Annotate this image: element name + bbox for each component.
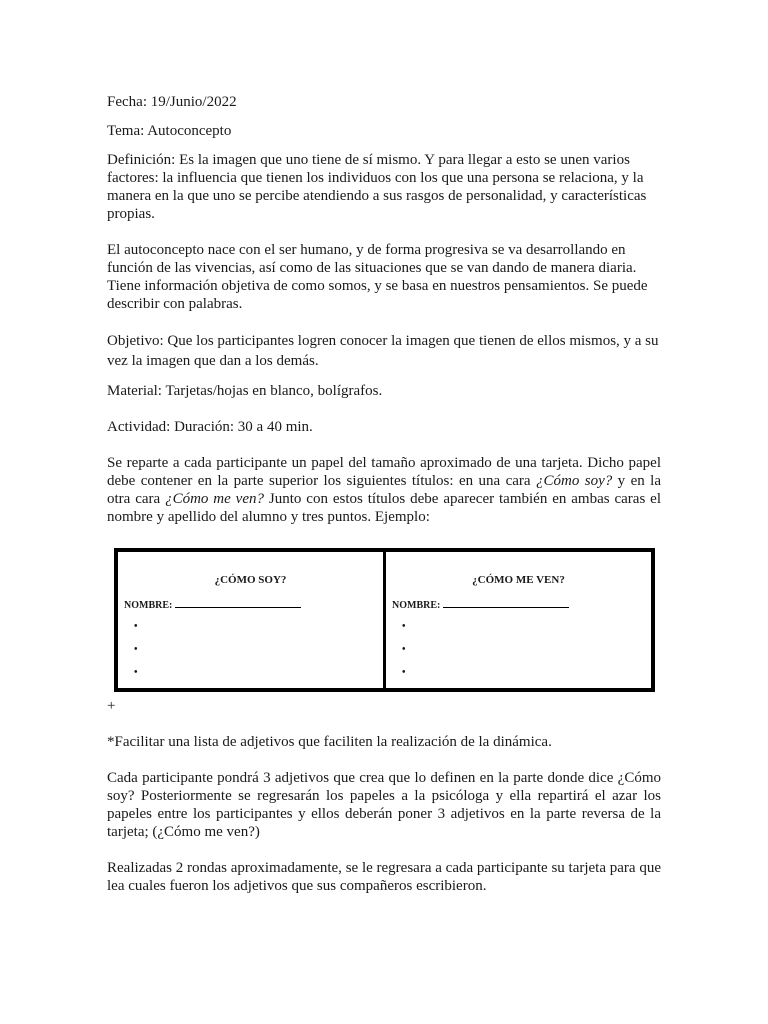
reparte-text-c: Junto con estos títulos debe aparecer también en ambas caras el nombre y apellido del alumno y tres puntos. Ejemplo:	[107, 491, 661, 525]
card-right-title: ¿CÓMO ME VEN?	[472, 574, 565, 586]
card-right-bullet: •	[402, 621, 406, 632]
material-line: Material: Tarjetas/hojas en blanco, bolígrafos.	[107, 383, 383, 399]
autoconcepto-paragraph: El autoconcepto nace con el ser humano, y de forma progresiva se va desarrollando en función de las vivencias, así como de las situaciones que se van dando de manera diaria. Tiene información objetiva de como somos, y se basa en nuestros pensamientos. Se puede describir con palabras.	[107, 242, 648, 312]
realizadas-paragraph: Realizadas 2 rondas aproximadamente, se le regresara a cada participante su tarjeta para que lea cuales fueron los adjetivos que sus compañeros escribieron.	[107, 860, 661, 894]
cada-paragraph: Cada participante pondrá 3 adjetivos que crea que lo definen en la parte donde dice ¿Cómo soy? Posteriormente se regresarán los papeles a la psicóloga y ella repartirá el azar los papeles entre los participantes y ellos deberán poner 3 adjetivos en la parte reversa de la tarjeta; (¿Cómo me ven?)	[107, 770, 661, 840]
tema-line: Tema: Autoconcepto	[107, 123, 232, 139]
card-right-bullet: •	[402, 644, 406, 655]
card-left-bullet: •	[134, 621, 138, 632]
fecha-line: Fecha: 19/Junio/2022	[107, 94, 237, 110]
definicion-paragraph: Definición: Es la imagen que uno tiene de sí mismo. Y para llegar a esto se unen varios factores: la influencia que tienen los individuos con los que una persona se relaciona, y la manera en la que uno se percibe atendiendo a sus rasgos de personalidad, y características propias.	[107, 152, 647, 222]
card-left-name-label: NOMBRE:	[124, 600, 173, 611]
reparte-text-a: Se reparte a cada participante un papel del tamaño aproximado de una tarjeta. Dicho papel debe contener en la parte superior los siguientes títulos: en una cara	[107, 455, 661, 489]
card-right-face	[383, 552, 651, 688]
plus-sign: +	[107, 698, 116, 714]
document-body	[107, 93, 661, 895]
card-right-name-label: NOMBRE:	[392, 600, 441, 611]
objetivo-paragraph: Objetivo: Que los participantes logren conocer la imagen que tienen de ellos mismos, y a su vez la imagen que dan a los demás.	[107, 333, 659, 369]
card-left-name-field	[124, 597, 301, 615]
card-right-name-field	[392, 597, 569, 615]
example-card	[114, 548, 655, 692]
reparte-como-me-ven: ¿Cómo me ven?	[165, 491, 265, 507]
facilitar-line: *Facilitar una lista de adjetivos que faciliten la realización de la dinámica.	[107, 734, 552, 750]
card-right-name-underline	[443, 599, 569, 608]
card-left-bullet: •	[134, 644, 138, 655]
card-right-bullet: •	[402, 667, 406, 678]
reparte-text-b: y en la otra cara	[107, 473, 661, 507]
reparte-como-soy: ¿Cómo soy?	[536, 473, 613, 489]
reparte-paragraph	[107, 454, 661, 526]
card-left-face	[118, 552, 383, 688]
card-left-name-underline	[175, 599, 301, 608]
card-left-bullet: •	[134, 667, 138, 678]
actividad-line: Actividad: Duración: 30 a 40 min.	[107, 419, 313, 435]
card-left-title: ¿CÓMO SOY?	[214, 574, 287, 586]
